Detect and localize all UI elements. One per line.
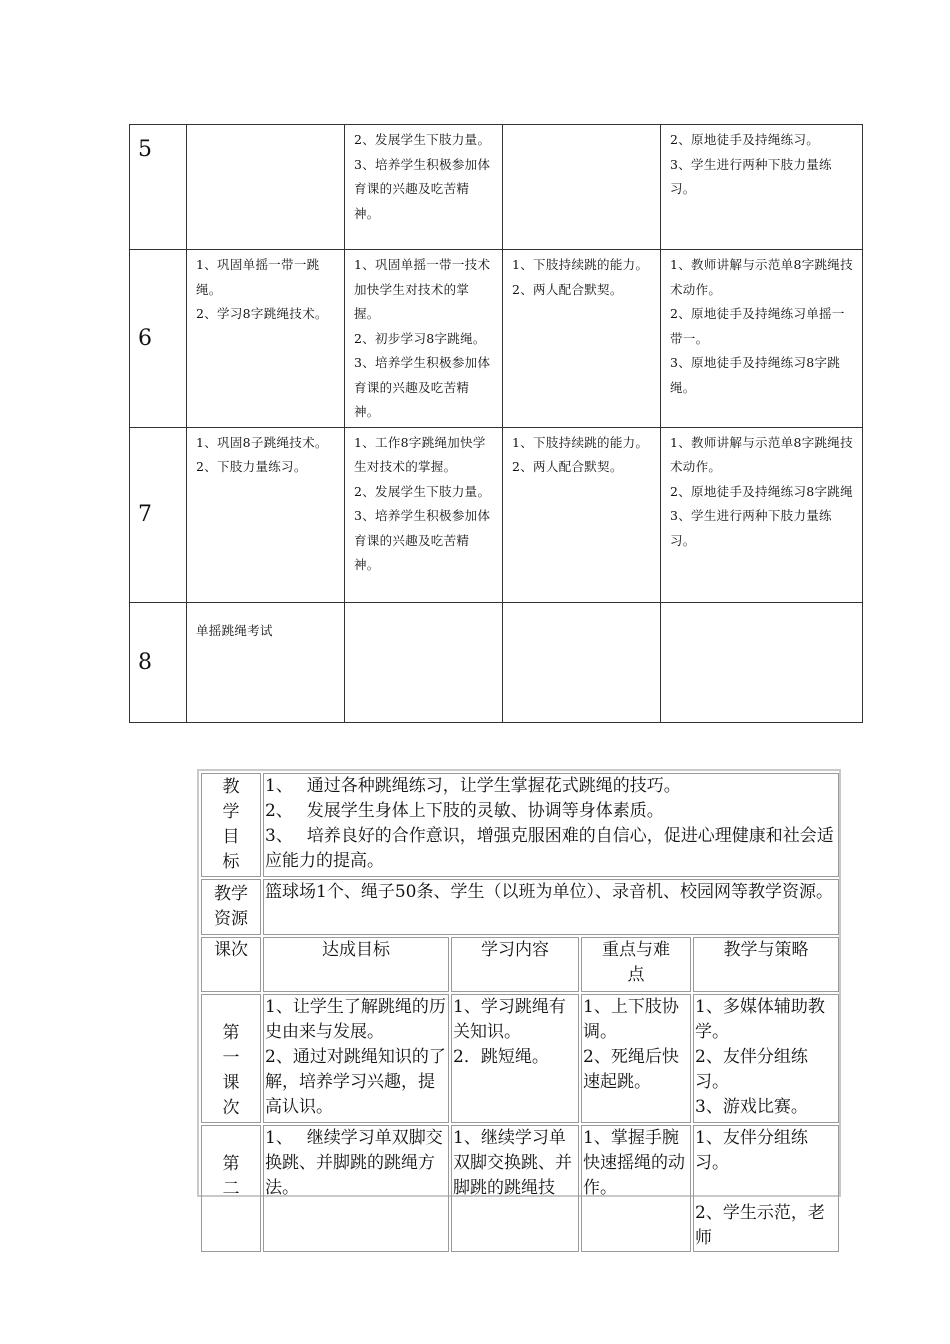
- table-row: [130, 250, 863, 428]
- goal-line: 1、让学生了解跳绳的历史由来与发展。: [265, 997, 446, 1042]
- table-row: [201, 937, 839, 992]
- lesson-label-text: [202, 1021, 260, 1121]
- key-line: 1、掌握手腕快速摇绳的动作。: [583, 1128, 685, 1198]
- lesson-label: [201, 1125, 261, 1252]
- content-line: 2、发展学生下肢力量。: [354, 132, 491, 147]
- header-method: 教学与策略: [693, 937, 839, 992]
- goal-cell: [187, 602, 345, 722]
- content-line: 3、培养学生积极参加体育课的兴趣及吃苦精神。: [354, 508, 491, 572]
- goal-line: 1、 继续学习单双脚交换跳、并脚跳的跳绳方法。: [265, 1128, 443, 1198]
- goal-line: 2、通过对跳绳知识的了解，培养学习兴趣，提高认识。: [265, 1047, 446, 1117]
- content-line: 3、培养学生积极参加体育课的兴趣及吃苦精神。: [354, 355, 491, 419]
- goal-line: 单摇跳绳考试: [196, 622, 273, 638]
- method-cell: [661, 602, 863, 722]
- key-cell: [503, 125, 661, 250]
- method-line: 2、学生示范，老师: [695, 1203, 825, 1248]
- method-line: 1、友伴分组练习。: [695, 1128, 808, 1173]
- key-cell: [581, 994, 691, 1123]
- header-key: 重点与难点: [581, 937, 691, 992]
- method-line: 2、原地徒手及持绳练习单摇一带一。: [670, 306, 845, 346]
- content-cell: [345, 125, 503, 250]
- method-line: 3、学生进行两种下肢力量练习。: [670, 508, 832, 548]
- content-cell: [451, 994, 579, 1123]
- lesson-number: 8: [130, 602, 187, 722]
- table-row: [130, 427, 863, 602]
- label-char: 第: [222, 1023, 240, 1043]
- table-row: [201, 1125, 839, 1252]
- header-goal: 达成目标: [263, 937, 449, 992]
- goal-line: 2、 发展学生身体上下肢的灵敏、协调等身体素质。: [265, 801, 664, 821]
- content-cell: [345, 427, 503, 602]
- method-line: 3、游戏比赛。: [695, 1097, 808, 1117]
- content-line: 3、培养学生积极参加体育课的兴趣及吃苦精神。: [354, 156, 491, 221]
- goal-line: 2、学习8字跳绳技术。: [196, 306, 328, 321]
- lesson-number: 7: [130, 427, 187, 602]
- goal-line: 2、下肢力量练习。: [196, 459, 307, 474]
- content-line: 1、工作8字跳绳加快学生对技术的掌握。: [354, 434, 486, 474]
- table-row: [201, 879, 839, 935]
- goal-cell: [187, 250, 345, 428]
- lesson-number: 6: [130, 250, 187, 428]
- content-line: 2、初步学习8字跳绳。: [354, 330, 486, 346]
- content-cell: [345, 602, 503, 722]
- method-line: 1、教师讲解与示范单8字跳绳技术动作。: [670, 257, 853, 297]
- resources-cell: 篮球场1个、绳子50条、学生（以班为单位）、录音机、校园网等教学资源。: [263, 879, 839, 935]
- table-row: [201, 994, 839, 1123]
- label-char: 二: [222, 1179, 240, 1199]
- content-line: 1、学习跳绳有关知识。: [453, 997, 566, 1042]
- method-line: 3、学生进行两种下肢力量练习。: [670, 156, 832, 196]
- unit-plan-table: [199, 771, 841, 1254]
- table-row: [201, 773, 839, 877]
- content-cell: [345, 250, 503, 428]
- goals-cell: [263, 773, 839, 877]
- content-line: 1、巩固单摇一带一技术加快学生对技术的掌握。: [354, 257, 491, 321]
- goal-cell: [263, 1125, 449, 1252]
- label-char: 次: [222, 1098, 240, 1118]
- label-char: 学: [222, 802, 240, 822]
- key-line: 1、下肢持续跳的能力。: [512, 257, 649, 272]
- lesson-plan-table-1: [129, 124, 863, 723]
- key-cell: [503, 602, 661, 722]
- method-line: 3、原地徒手及持绳练习8字跳绳。: [670, 355, 841, 395]
- key-cell: [503, 250, 661, 428]
- label-char: 目: [222, 827, 240, 847]
- header-content: 学习内容: [451, 937, 579, 992]
- goal-line: 1、巩固8子跳绳技术。: [196, 434, 328, 450]
- table-row: [130, 125, 863, 250]
- method-line: 2、友伴分组练习。: [695, 1047, 808, 1092]
- goals-label-text: [202, 775, 260, 875]
- resources-label: 教学资源: [201, 879, 261, 935]
- content-line: 2、发展学生下肢力量。: [354, 483, 491, 499]
- goal-line: 1、巩固单摇一带一跳绳。: [196, 257, 320, 297]
- goal-cell: [263, 994, 449, 1123]
- lesson-label: [201, 994, 261, 1123]
- lesson-label-text: [202, 1152, 260, 1202]
- label-char: 标: [222, 852, 240, 872]
- goal-cell: [187, 125, 345, 250]
- goal-line: 3、 培养良好的合作意识，增强克服困难的自信心，促进心理健康和社会适应能力的提高。: [265, 826, 834, 871]
- key-cell: [503, 427, 661, 602]
- key-line: 1、上下肢协调。: [583, 997, 679, 1042]
- method-line: 1、多媒体辅助教学。: [695, 997, 825, 1042]
- content-line: 1、继续学习单双脚交换跳、并脚跳的跳绳技: [453, 1128, 572, 1198]
- label-char: 课: [222, 1073, 240, 1093]
- lesson-plan-table-2: [197, 769, 841, 1248]
- goal-line: 1、 通过各种跳绳练习，让学生掌握花式跳绳的技巧。: [265, 776, 681, 796]
- label-char: 教: [222, 777, 240, 797]
- goals-label: [201, 773, 261, 877]
- lesson-number: 5: [130, 125, 187, 250]
- method-line: 2、原地徒手及持绳练习。: [670, 132, 820, 147]
- method-line: 1、教师讲解与示范单8字跳绳技术动作。: [670, 434, 853, 474]
- method-line: 2、原地徒手及持绳练习8字跳绳: [670, 483, 853, 499]
- method-cell: [693, 1125, 839, 1252]
- key-line: 2、两人配合默契。: [512, 459, 623, 474]
- method-cell: [661, 125, 863, 250]
- label-char: 第: [222, 1154, 240, 1174]
- key-line: 1、下肢持续跳的能力。: [512, 434, 649, 450]
- method-cell: [661, 427, 863, 602]
- key-cell: [581, 1125, 691, 1252]
- key-line: 2、两人配合默契。: [512, 281, 623, 297]
- header-lesson: 课次: [201, 937, 261, 992]
- content-cell: [451, 1125, 579, 1252]
- key-line: 2、死绳后快速起跳。: [583, 1047, 679, 1092]
- table-row: [130, 602, 863, 722]
- goal-cell: [187, 427, 345, 602]
- method-cell: [693, 994, 839, 1123]
- label-char: 一: [222, 1048, 240, 1068]
- method-cell: [661, 250, 863, 428]
- content-line: 2．跳短绳。: [453, 1047, 549, 1067]
